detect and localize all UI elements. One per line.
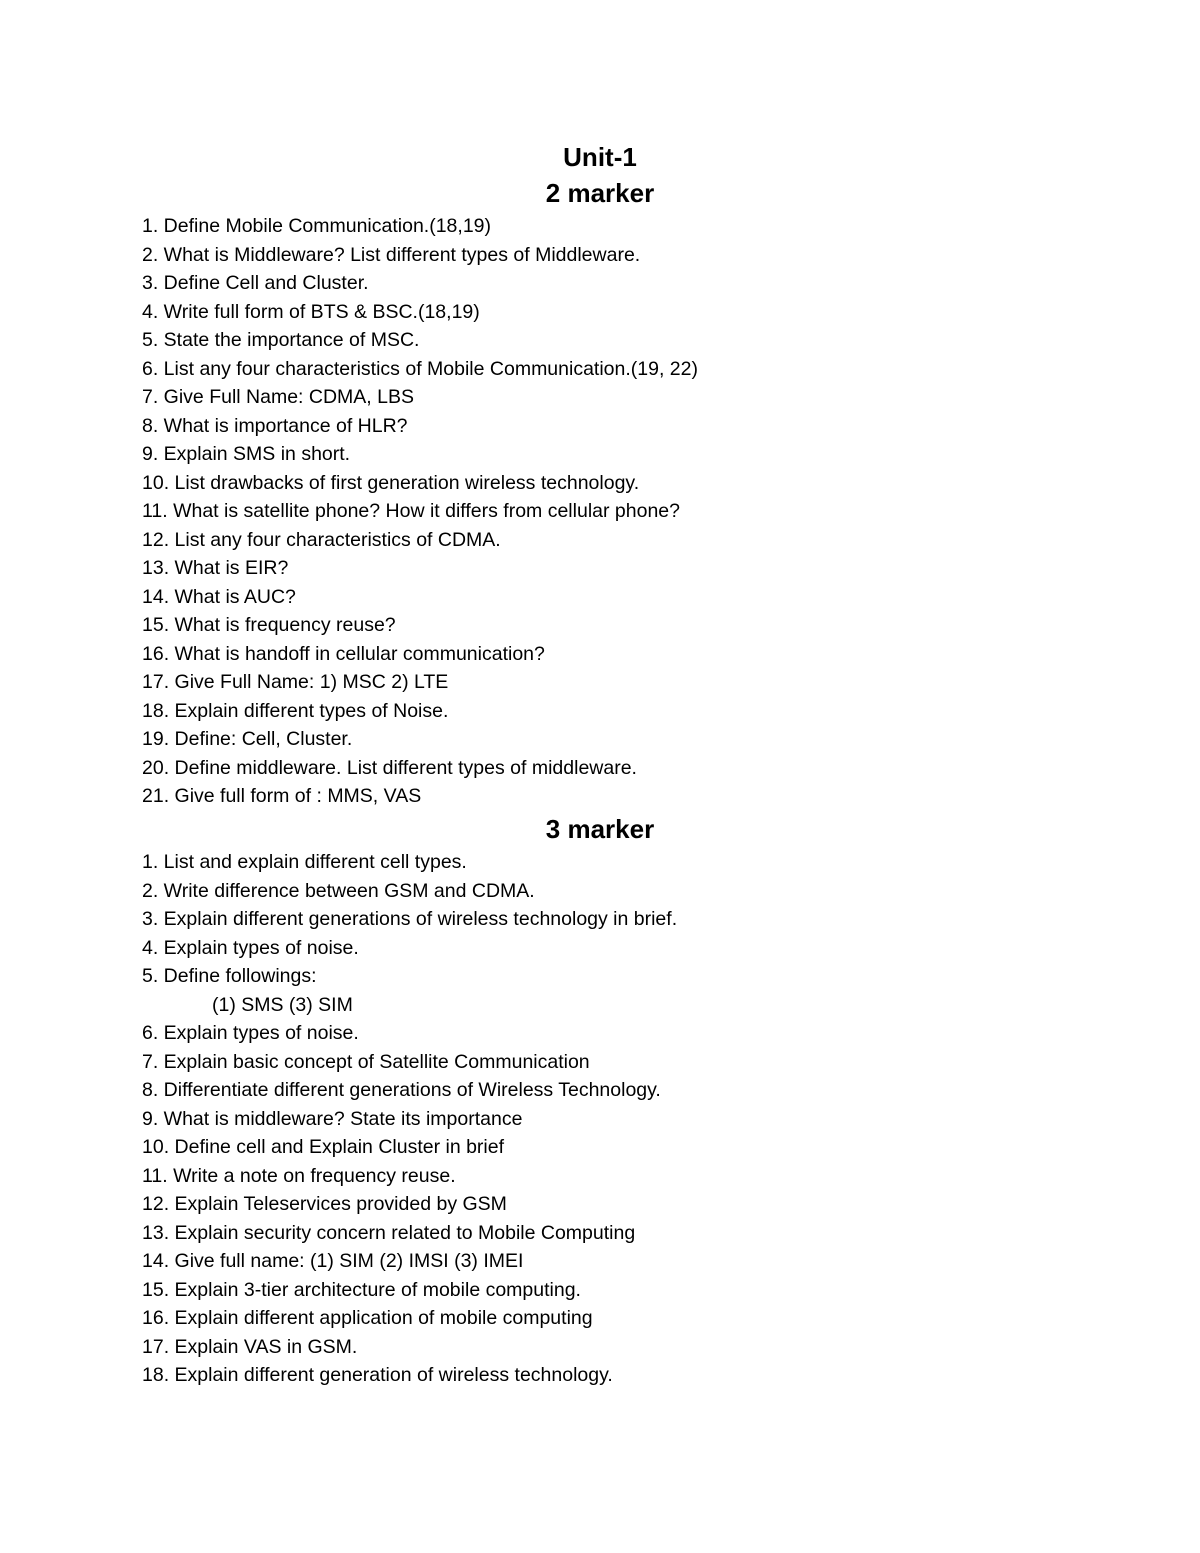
question-item: 1. List and explain different cell types.: [142, 851, 467, 873]
question-item: 13. What is EIR?: [142, 557, 289, 579]
question-item: 11. What is satellite phone? How it differs from cellular phone?: [142, 500, 680, 522]
question-item: 16. Explain different application of mobile computing: [142, 1307, 593, 1329]
question-item: 11. Write a note on frequency reuse.: [142, 1164, 456, 1187]
question-item: 20. Define middleware. List different types of middleware.: [142, 756, 637, 779]
section-heading-2-marker: 2 marker: [545, 178, 655, 208]
question-item: 19. Define: Cell, Cluster.: [142, 728, 353, 750]
question-list-2-marker: [142, 212, 698, 811]
question-item: 12. Explain Teleservices provided by GSM: [142, 1193, 507, 1215]
question-item: 16. What is handoff in cellular communication?: [142, 642, 545, 665]
question-item: 6. List any four characteristics of Mobile Communication.(19, 22): [142, 357, 698, 380]
question-item: 10. Define cell and Explain Cluster in brief: [142, 1136, 505, 1158]
question-item: 5. State the importance of MSC.: [142, 329, 420, 351]
question-item: 8. Differentiate different generations of Wireless Technology.: [142, 1079, 661, 1101]
question-item: 18. Explain different types of Noise.: [142, 699, 449, 722]
question-item: 15. What is frequency reuse?: [142, 614, 396, 636]
question-item: 2. What is Middleware? List different types of Middleware.: [142, 243, 641, 266]
question-item: 15. Explain 3-tier architecture of mobile computing.: [142, 1278, 581, 1301]
question-item: 9. What is middleware? State its importance: [142, 1107, 523, 1130]
question-item: 9. Explain SMS in short.: [142, 443, 351, 465]
question-item: 17. Explain VAS in GSM.: [142, 1335, 358, 1358]
question-list-3-marker: [142, 848, 677, 1390]
question-item: 4. Explain types of noise.: [142, 936, 359, 959]
question-item: 17. Give Full Name: 1) MSC 2) LTE: [142, 671, 449, 693]
question-item: 10. List drawbacks of first generation wireless technology.: [142, 471, 640, 494]
question-item: 4. Write full form of BTS & BSC.(18,19): [142, 300, 480, 323]
question-item: 14. Give full name: (1) SIM (2) IMSI (3) IMEI: [142, 1250, 524, 1272]
question-subitem: (1) SMS (3) SIM: [212, 993, 353, 1016]
question-item: 3. Define Cell and Cluster.: [142, 272, 369, 294]
question-item: 7. Give Full Name: CDMA, LBS: [142, 386, 414, 408]
section-heading-3-marker: 3 marker: [545, 814, 655, 844]
question-item: 21. Give full form of : MMS, VAS: [142, 785, 422, 807]
question-item: 3. Explain different generations of wireless technology in brief.: [142, 908, 678, 930]
question-item: 13. Explain security concern related to Mobile Computing: [142, 1221, 636, 1244]
question-item: 14. What is AUC?: [142, 585, 296, 608]
question-item: 18. Explain different generation of wireless technology.: [142, 1364, 613, 1386]
question-item: 12. List any four characteristics of CDMA.: [142, 528, 501, 551]
question-item: 7. Explain basic concept of Satellite Communication: [142, 1050, 590, 1073]
question-item: 1. Define Mobile Communication.(18,19): [142, 215, 492, 237]
question-item: 6. Explain types of noise.: [142, 1022, 359, 1044]
question-item: 5. Define followings:: [142, 965, 317, 987]
unit-title: Unit-1: [563, 142, 637, 172]
question-item: 8. What is importance of HLR?: [142, 414, 408, 437]
question-item: 2. Write difference between GSM and CDMA.: [142, 879, 535, 902]
